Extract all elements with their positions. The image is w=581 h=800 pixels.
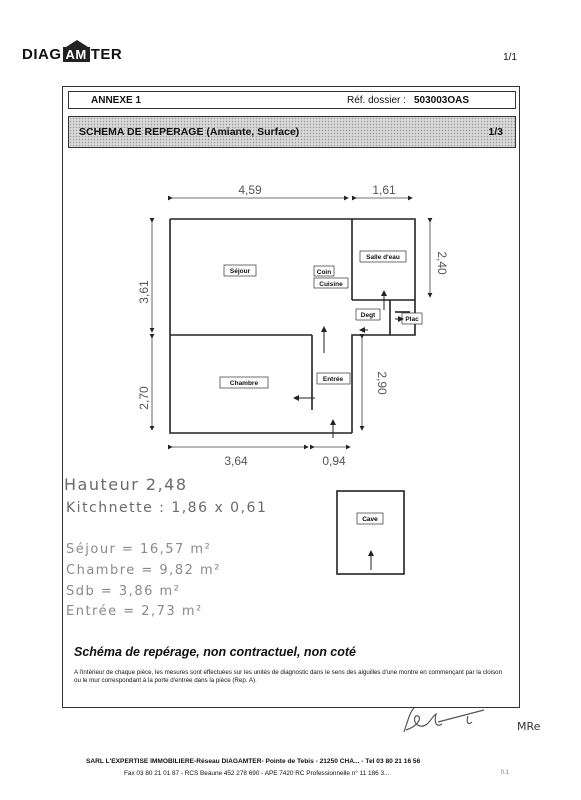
room-salle-eau: Salle d'eau <box>366 254 400 261</box>
outer-wall-left-bottom <box>170 219 352 433</box>
section-page: 1/3 <box>488 126 503 138</box>
handwritten-sdb: Sdb = 3,86 m² <box>66 584 181 599</box>
schema-disclaimer-title: Schéma de repérage, non contractuel, non coté <box>74 645 357 659</box>
annex-label: ANNEXE 1 <box>91 95 142 106</box>
room-degt: Degt <box>360 312 376 319</box>
room-coin: Coin <box>316 269 332 276</box>
ref-value: 503003OAS <box>414 95 470 106</box>
handwritten-entree: Entrée = 2,73 m² <box>66 604 203 619</box>
handwritten-chambre: Chambre = 9,82 m² <box>66 563 221 578</box>
handwritten-initials: MRe <box>517 720 541 733</box>
diagamter-logo <box>22 46 122 63</box>
section-title: SCHEMA DE REPERAGE (Amiante, Surface) <box>79 126 300 138</box>
logo-text-post: TER <box>90 46 123 63</box>
logo-text-mid: AM <box>63 47 90 62</box>
dim-bottom-right: 0,94 <box>322 454 346 468</box>
dim-top-left: 4,59 <box>238 183 262 197</box>
section-header <box>68 116 516 148</box>
dim-left-lower: 2,70 <box>137 386 151 410</box>
dim-right-lower: 2,90 <box>375 371 389 395</box>
footer-mark: 0.1 <box>500 770 509 776</box>
dim-top-right: 1,61 <box>372 183 396 197</box>
room-entree: Entrée <box>322 376 344 383</box>
footer-registration: Fax 03 80 21 01 87 - RCS Beaune 452 278 690 - APE 7420 RC Professionnelle n° 11 186 3... <box>124 770 390 777</box>
room-sejour: Séjour <box>229 268 251 275</box>
handwritten-sejour: Séjour = 16,57 m² <box>66 542 212 557</box>
dim-bottom-left: 3,64 <box>224 454 248 468</box>
room-plac: Plac <box>405 316 419 323</box>
signature <box>398 702 498 742</box>
annex-header <box>68 91 516 109</box>
footer-company: SARL L'EXPERTISE IMMOBILIERE-Réseau DIAGAMTER- Pointe de Tebis - 21250 CHA... - Tel 03 80 21 16 56 <box>86 758 421 765</box>
handwritten-hauteur: Hauteur 2,48 <box>64 475 188 494</box>
dim-right-upper: 2,40 <box>435 251 449 275</box>
page-number: 1/1 <box>503 52 517 63</box>
schema-note: A l'intérieur de chaque pièce, les mesures sont effectuées sur les unités de diagnostic dans le sens des aiguilles d'une montre en commençant par la cloison ou le mur correspondant à la porte d'entrée dans la pièce (Rep. A). <box>74 669 503 684</box>
room-chambre: Chambre <box>229 380 259 387</box>
ref-label: Réf. dossier : <box>347 95 406 106</box>
room-cave: Cave <box>362 516 378 523</box>
dim-left-upper: 3,61 <box>137 280 151 304</box>
handwritten-kitchenette: Kitchnette : 1,86 x 0,61 <box>66 500 268 516</box>
room-cuisine: Cuisine <box>319 281 343 288</box>
logo-text-pre: DIAG <box>22 46 62 63</box>
